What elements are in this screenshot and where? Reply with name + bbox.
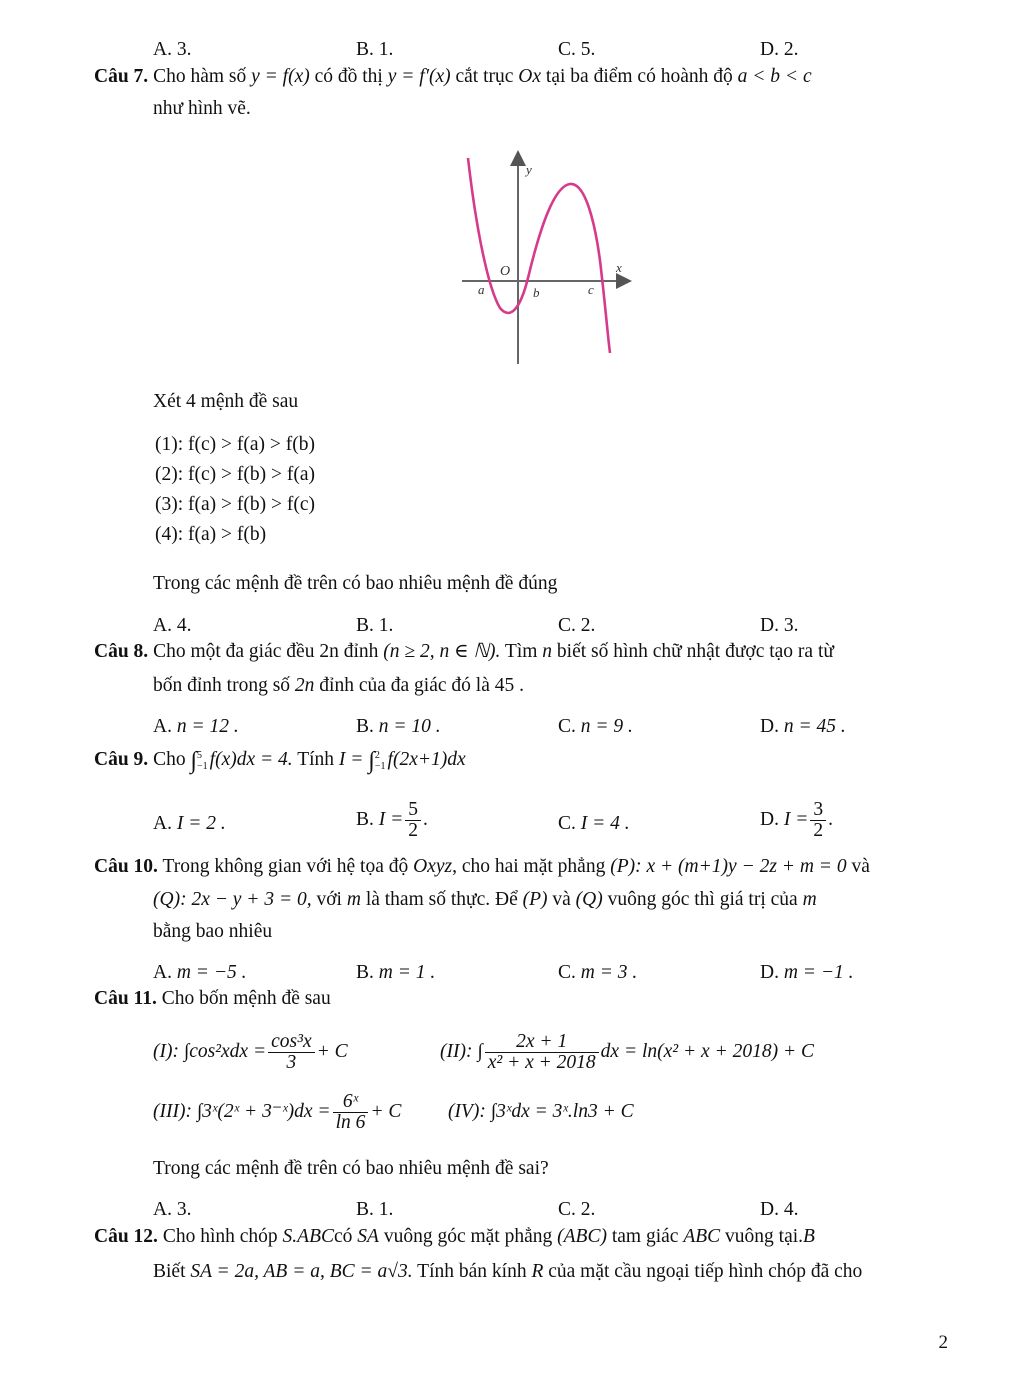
q7-line2: như hình vẽ. bbox=[153, 98, 251, 119]
x-label: x bbox=[616, 260, 622, 275]
q11-statement-1: (I): ∫cos²xdx = $\frac{\text{cos³x}}{3}$ + C bbox=[153, 1031, 348, 1074]
q7-option-d: D. 3. bbox=[760, 615, 799, 636]
q7-line1: Câu 7. Cho hàm số y = f(x) có đồ thị y = f′(x) cắt trục Ox tại ba điểm có hoành độ a < b < c bbox=[94, 66, 812, 87]
q12-label: Câu 12. bbox=[94, 1226, 158, 1247]
q7-question: Trong các mệnh đề trên có bao nhiêu mệnh đề đúng bbox=[153, 573, 558, 594]
q12-line2: Biết SA = 2a, AB = a, BC = a√3. Tính bán kính R của mặt cầu ngoại tiếp hình chóp đã cho bbox=[153, 1261, 863, 1282]
integral-sign: ∫ bbox=[190, 748, 198, 774]
q10-label: Câu 10. bbox=[94, 856, 158, 877]
q11-question: Trong các mệnh đề trên có bao nhiêu mệnh đề sai? bbox=[153, 1158, 549, 1179]
statement-4: (4): f(a) > f(b) bbox=[155, 524, 267, 545]
q10-option-c: C. m = 3 . bbox=[558, 962, 638, 983]
fprime-curve bbox=[468, 158, 610, 353]
integral-sign: ∫ bbox=[368, 748, 375, 774]
prev-option-c: C. 5. bbox=[558, 39, 596, 60]
q11-option-c: C. 2. bbox=[558, 1199, 596, 1220]
q11-line1: Câu 11. Cho bốn mệnh đề sau bbox=[94, 988, 331, 1009]
a-label: a bbox=[478, 282, 485, 297]
statement-2: (2): f(c) > f(b) > f(a) bbox=[155, 464, 316, 485]
q7-option-a: A. 4. bbox=[153, 615, 192, 636]
q10-line2: (Q): 2x − y + 3 = 0, với m là tham số thực. Để (P) và (Q) vuông góc thì giá trị của m bbox=[153, 889, 817, 910]
q11-option-a: A. 3. bbox=[153, 1199, 192, 1220]
prev-option-d: D. 2. bbox=[760, 39, 799, 60]
q8-line2: bốn đỉnh trong số 2n đỉnh của đa giác đó là 45 . bbox=[153, 675, 524, 696]
prev-option-b: B. 1. bbox=[356, 39, 394, 60]
origin-label: O bbox=[500, 264, 511, 279]
q8-line1: Câu 8. Cho một đa giác đều 2n đỉnh (n ≥ 2, n ∈ ℕ). Tìm n biết số hình chữ nhật được tạo ra từ bbox=[94, 641, 834, 662]
y-label: y bbox=[526, 162, 532, 177]
q9-option-d: D. I = $\frac{3}{2}$ . bbox=[760, 799, 833, 841]
statement-1: (1): f(c) > f(a) > f(b) bbox=[155, 434, 316, 455]
c-label: c bbox=[588, 282, 594, 297]
q10-option-d: D. m = −1 . bbox=[760, 962, 854, 983]
q8-option-c: C. n = 9 . bbox=[558, 716, 633, 737]
statement-3: (3): f(a) > f(b) > f(c) bbox=[155, 494, 316, 515]
q10-line3: bằng bao nhiêu bbox=[153, 921, 273, 942]
q7-intro: Xét 4 mệnh đề sau bbox=[153, 391, 299, 412]
q11-option-d: D. 4. bbox=[760, 1199, 799, 1220]
q10-line1: Câu 10. Trong không gian với hệ tọa độ Oxyz, cho hai mặt phẳng (P): x + (m+1)y − 2z + m = 0 và bbox=[94, 856, 870, 877]
q9-option-b: B. I = $\frac{5}{2}$ . bbox=[356, 799, 428, 841]
q8-option-d: D. n = 45 . bbox=[760, 716, 846, 737]
q8-option-b: B. n = 10 . bbox=[356, 716, 441, 737]
q10-option-a: A. m = −5 . bbox=[153, 962, 247, 983]
b-label: b bbox=[533, 285, 540, 300]
q7-option-c: C. 2. bbox=[558, 615, 596, 636]
q11-label: Câu 11. bbox=[94, 988, 157, 1009]
q10-option-b: B. m = 1 . bbox=[356, 962, 436, 983]
q12-line1: Câu 12. Cho hình chóp S.ABCcó SA vuông góc mặt phẳng (ABC) tam giác ABC vuông tại.B bbox=[94, 1226, 815, 1247]
q11-statement-3: (III): ∫3ˣ(2ˣ + 3⁻ˣ)dx = $\frac{\text{6ˣ}}{\ln 6}$ + C bbox=[153, 1091, 402, 1134]
q11-statement-4: (IV): ∫3ˣdx = 3ˣ.ln3 + C bbox=[448, 1101, 634, 1122]
derivative-graph bbox=[458, 148, 638, 368]
q7-label: Câu 7. bbox=[94, 66, 149, 87]
q8-label: Câu 8. bbox=[94, 641, 149, 662]
q9-line1: Câu 9. Cho ∫ 5 −1 f(x)dx = 4. Tính I = ∫ 2 −1 f(2x+1)dx bbox=[94, 748, 466, 774]
q11-option-b: B. 1. bbox=[356, 1199, 394, 1220]
prev-option-a: A. 3. bbox=[153, 39, 192, 60]
q7-option-b: B. 1. bbox=[356, 615, 394, 636]
q8-option-a: A. n = 12 . bbox=[153, 716, 239, 737]
q9-option-a: A. I = 2 . bbox=[153, 813, 226, 834]
page-number: 2 bbox=[938, 1332, 948, 1353]
q9-label: Câu 9. bbox=[94, 749, 149, 770]
q11-statement-2: (II): ∫ $\frac{2x + 1}{\text{x² + x + 2018}}$ dx = ln(x² + x + 2018) + C bbox=[440, 1031, 815, 1074]
q9-option-c: C. I = 4 . bbox=[558, 813, 630, 834]
